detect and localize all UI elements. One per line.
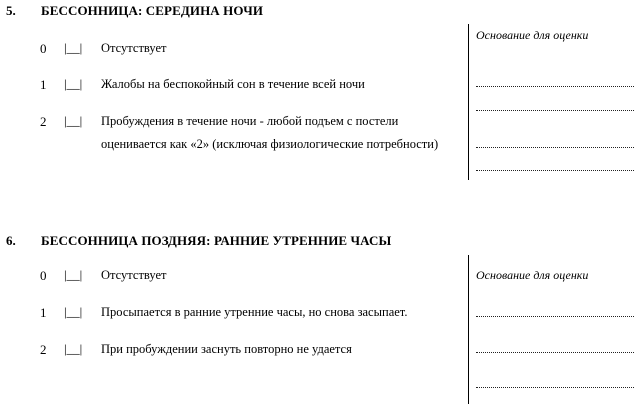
- option-text: Отсутствует: [101, 41, 167, 55]
- basis-line[interactable]: [476, 316, 634, 317]
- basis-line[interactable]: [476, 110, 634, 111]
- option-checkbox[interactable]: |__|: [64, 113, 83, 128]
- option-checkbox[interactable]: |__|: [64, 267, 83, 282]
- option-text: Отсутствует: [101, 268, 167, 282]
- option-code: 2: [40, 114, 47, 129]
- section-number: 5.: [6, 3, 16, 18]
- section-title: БЕССОННИЦА: СЕРЕДИНА НОЧИ: [41, 3, 264, 18]
- option-text: Пробуждения в течение ночи - любой подъем с постели: [101, 114, 399, 128]
- option-text: При пробуждении заснуть повторно не удается: [101, 342, 352, 356]
- basis-line[interactable]: [476, 352, 634, 353]
- option-checkbox[interactable]: |__|: [64, 341, 83, 356]
- option-code: 0: [40, 268, 47, 283]
- option-code: 1: [40, 305, 47, 320]
- option-checkbox[interactable]: |__|: [64, 304, 83, 319]
- basis-line[interactable]: [476, 86, 634, 87]
- basis-heading: Основание для оценки: [476, 28, 589, 42]
- basis-heading: Основание для оценки: [476, 268, 589, 282]
- basis-line[interactable]: [476, 170, 634, 171]
- section-title: БЕССОННИЦА ПОЗДНЯЯ: РАННИЕ УТРЕННИЕ ЧАСЫ: [41, 233, 392, 248]
- basis-line[interactable]: [476, 387, 634, 388]
- column-divider: [468, 255, 469, 404]
- option-checkbox[interactable]: |__|: [64, 40, 83, 55]
- basis-line[interactable]: [476, 147, 634, 148]
- option-code: 2: [40, 342, 47, 357]
- option-text: Жалобы на беспокойный сон в течение всей ночи: [101, 77, 365, 91]
- option-text-continued: оценивается как «2» (исключая физиологические потребности): [101, 137, 439, 151]
- option-checkbox[interactable]: |__|: [64, 76, 83, 91]
- option-code: 1: [40, 77, 47, 92]
- option-text: Просыпается в ранние утренние часы, но снова засыпает.: [101, 305, 408, 319]
- option-code: 0: [40, 41, 47, 56]
- section-number: 6.: [6, 233, 16, 248]
- column-divider: [468, 24, 469, 180]
